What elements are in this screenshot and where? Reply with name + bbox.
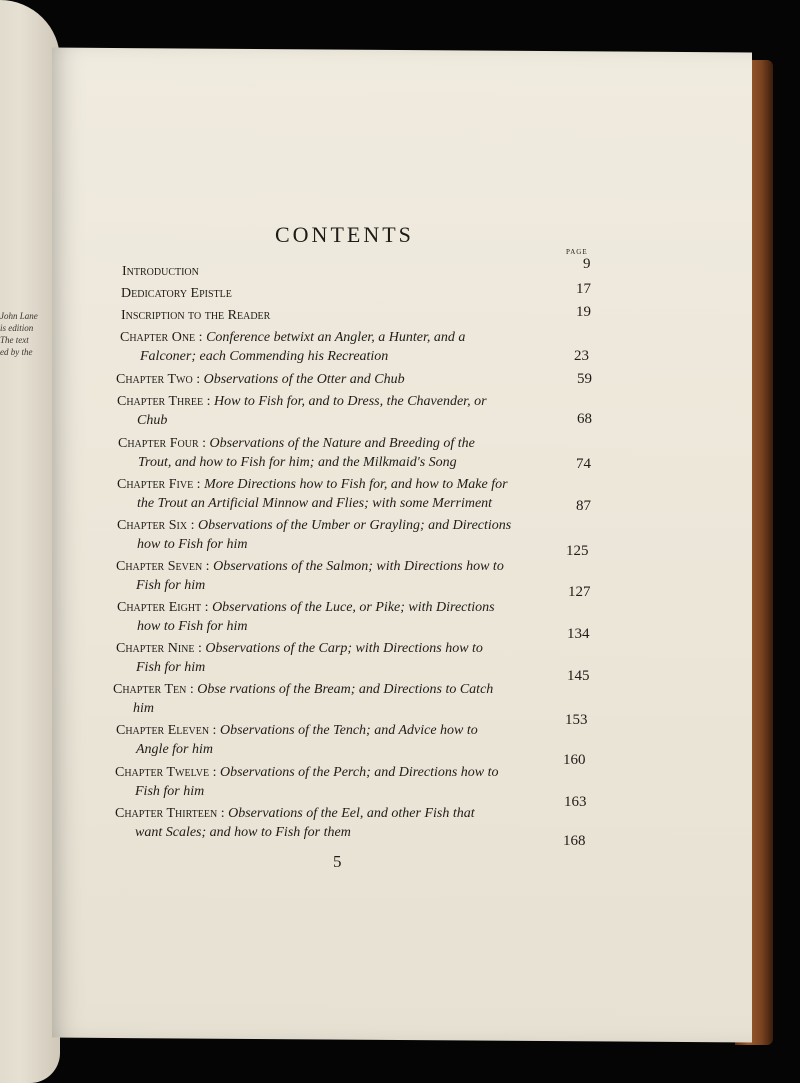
- toc-entry-description: Observations of the Tench; and Advice how to: [219, 723, 478, 738]
- toc-entry-label: Chapter One :: [120, 330, 203, 345]
- toc-entry-description-line2: want Scales; and how to Fish for them: [135, 825, 351, 840]
- toc-entry-label: Chapter Five :: [117, 477, 201, 492]
- toc-page-number: 153: [565, 712, 588, 728]
- toc-entry-description-line2: Falconer; each Commending his Recreation: [140, 349, 389, 364]
- toc-page-number: 59: [577, 371, 592, 387]
- toc-entry-description: Observations of the Umber or Grayling; and Directions: [197, 518, 512, 533]
- toc-entry-chapter-three: [117, 392, 557, 430]
- toc-entry-label: Chapter Nine :: [116, 641, 202, 656]
- toc-entry-chapter-twelve: [115, 763, 555, 801]
- facing-page-line: is edition: [0, 323, 34, 333]
- page-column-header: PAGE: [566, 248, 588, 256]
- toc-entry-chapter-eight: [117, 598, 557, 636]
- toc-entry-label: Dedicatory Epistle: [121, 286, 232, 301]
- toc-page-number: 23: [574, 348, 589, 364]
- toc-entry-label: Chapter Two :: [116, 372, 201, 387]
- toc-page-number: 9: [583, 256, 591, 272]
- toc-entry-description-line2: how to Fish for him: [137, 537, 248, 552]
- toc-entry-inscription: [121, 306, 270, 325]
- toc-entry-description: Observations of the Salmon; with Directions how to: [213, 559, 504, 574]
- toc-entry-description-line2: Fish for him: [136, 660, 206, 675]
- toc-entry-label: Inscription to the Reader: [121, 308, 271, 323]
- toc-entry-description: How to Fish for, and to Dress, the Chavender, or: [214, 394, 487, 409]
- toc-entry-label: Chapter Twelve :: [115, 765, 217, 780]
- toc-entry-description: Observations of the Carp; with Directions how to: [205, 641, 483, 656]
- toc-entry-chapter-six: [117, 516, 562, 554]
- toc-page-number: 134: [567, 626, 590, 642]
- toc-entry-chapter-eleven: [116, 721, 556, 759]
- toc-entry-description-line2: Trout, and how to Fish for him; and the Milkmaid's Song: [138, 455, 457, 470]
- toc-entry-label: Chapter Three :: [117, 394, 211, 409]
- toc-entry-description: More Directions how to Fish for, and how to Make for: [204, 477, 508, 492]
- toc-page-number: 160: [563, 752, 586, 768]
- toc-page-number: 74: [576, 456, 591, 472]
- toc-entry-label: Chapter Seven :: [116, 559, 210, 574]
- facing-page-line: John Lane: [0, 311, 38, 321]
- toc-entry-description-line2: Chub: [137, 413, 168, 428]
- page-title: CONTENTS: [275, 222, 414, 247]
- toc-entry-description-line2: the Trout an Artificial Minnow and Flies; with some Merriment: [137, 496, 493, 511]
- toc-entry-description: Observations of the Eel, and other Fish that: [228, 806, 475, 821]
- toc-page-number: 19: [576, 304, 591, 320]
- toc-entry-description-line2: Fish for him: [135, 784, 205, 799]
- toc-entry-label: Chapter Eight :: [117, 600, 209, 615]
- toc-entry-description: Obse rvations of the Bream; and Directions to Catch: [197, 682, 494, 697]
- toc-page-number: 68: [577, 411, 592, 427]
- toc-entry-label: Chapter Thirteen :: [115, 806, 225, 821]
- toc-entry-description: Observations of the Perch; and Directions how to: [220, 765, 499, 780]
- toc-entry-introduction: [122, 262, 199, 281]
- toc-entry-description: Conference betwixt an Angler, a Hunter, and a: [206, 330, 466, 345]
- toc-page-number: 125: [566, 543, 589, 559]
- toc-entry-description-line2: Angle for him: [136, 742, 213, 757]
- toc-entry-chapter-five: [117, 475, 562, 513]
- toc-entry-label: Chapter Ten :: [113, 682, 194, 697]
- toc-page-number: 87: [576, 498, 591, 514]
- toc-page-number: 168: [563, 833, 586, 849]
- toc-entry-description-line2: him: [133, 701, 154, 716]
- toc-entry-description: Observations of the Nature and Breeding of the: [209, 436, 475, 451]
- toc-entry-label: Chapter Four :: [118, 436, 207, 451]
- toc-page-number: 127: [568, 584, 591, 600]
- toc-entry-description-line2: how to Fish for him: [137, 619, 248, 634]
- toc-entry-chapter-two: [116, 370, 405, 389]
- toc-entry-label: Chapter Eleven :: [116, 723, 217, 738]
- toc-page-number: 145: [567, 668, 590, 684]
- toc-entry-description-line2: Fish for him: [136, 578, 206, 593]
- facing-page-line: ed by the: [0, 347, 33, 357]
- toc-entry-chapter-ten: [113, 680, 558, 718]
- toc-entry-description: Observations of the Otter and Chub: [203, 372, 405, 387]
- page-folio-number: 5: [333, 852, 342, 871]
- toc-page-number: 17: [576, 281, 591, 297]
- facing-page-line: The text: [0, 335, 29, 345]
- toc-entry-chapter-thirteen: [115, 804, 560, 842]
- toc-entry-chapter-four: [118, 434, 558, 472]
- toc-entry-label: Chapter Six :: [117, 518, 195, 533]
- toc-page-number: 163: [564, 794, 587, 810]
- toc-entry-chapter-nine: [116, 639, 556, 677]
- toc-entry-description: Observations of the Luce, or Pike; with Directions: [212, 600, 495, 615]
- toc-entry-chapter-one: [120, 328, 560, 366]
- toc-entry-chapter-seven: [116, 557, 556, 595]
- toc-entry-label: Introduction: [122, 264, 199, 279]
- toc-entry-dedicatory-epistle: [121, 284, 232, 303]
